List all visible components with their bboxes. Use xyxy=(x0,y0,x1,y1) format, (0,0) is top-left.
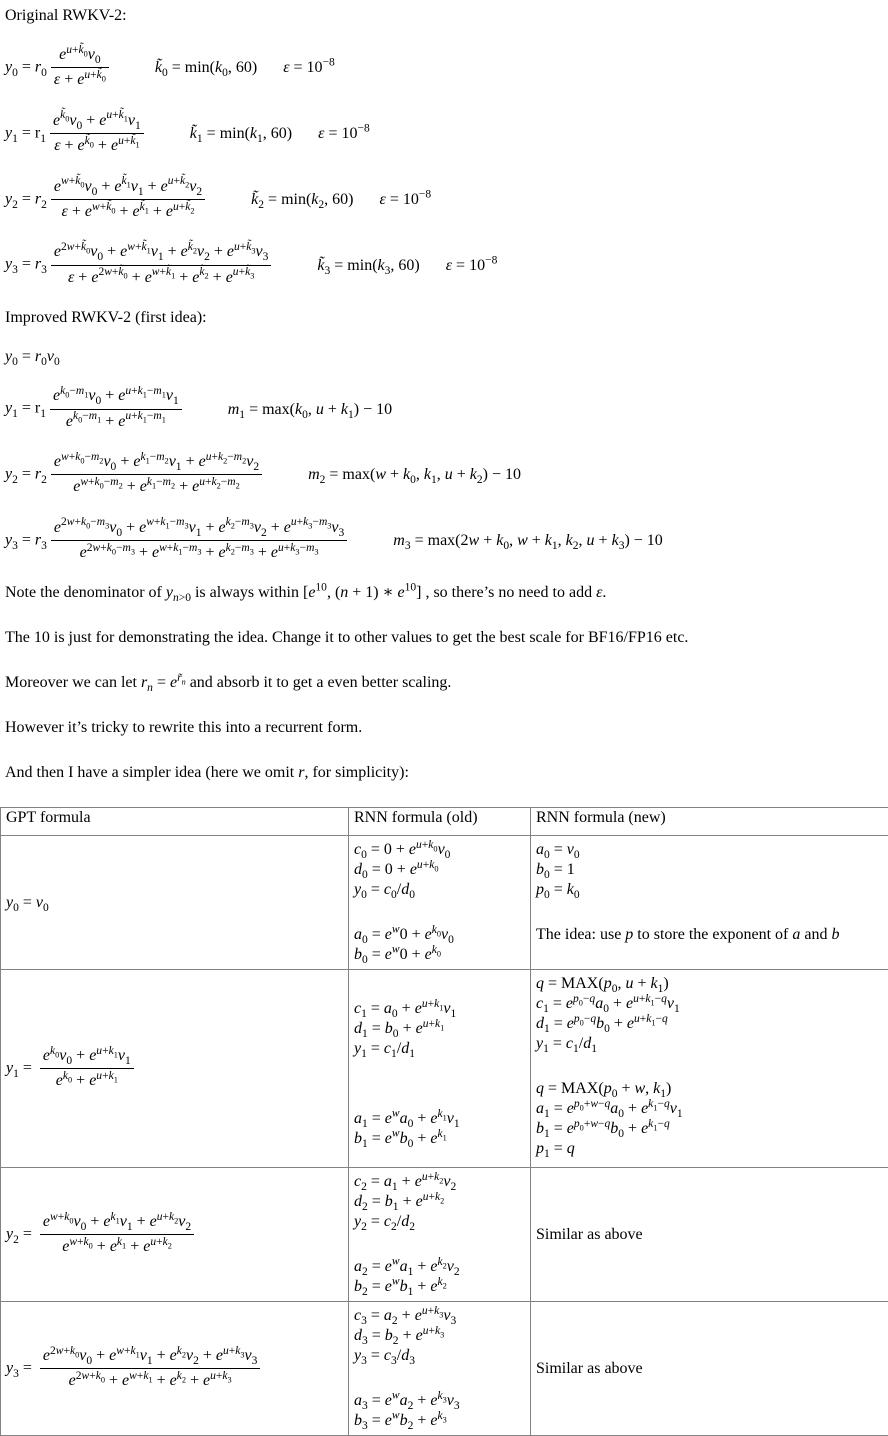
cell-rnn-formula-old xyxy=(349,1168,531,1302)
improved-formula-list xyxy=(0,346,888,564)
table-row xyxy=(1,1302,888,1436)
cell-rnn-formula-old xyxy=(349,836,531,970)
formula-text-line: $d_1 = b_0 + e^{u+k_1}$ xyxy=(354,1019,525,1039)
cell-gpt-formula xyxy=(1,970,349,1168)
formula-condition: $k̃_0 = \min(k_0$, 60) xyxy=(155,57,257,78)
blank-line xyxy=(536,1054,883,1079)
formula-text-line: $a_1 = e^wa_0 + e^{k_1}v_1$ xyxy=(354,1109,525,1129)
formula-text-line: $y_3$ = $\frac{e^{2w+k_0}v_0 + e^{w+k_1}v_1 + e^{k_2}v_2 + e^{u+k_3}v_3}{e^{2w+k_0} + e^{w+k_1} + e^{k_2} + e^{u+k_3}}$ xyxy=(6,1345,343,1393)
table-row xyxy=(1,970,888,1168)
cell-rnn-formula-new xyxy=(531,836,888,970)
header-rnn-formula-old: RNN formula (old) xyxy=(349,808,531,836)
formula-text-line: $c_2 = a_1 + e^{u+k_2}v_2$ xyxy=(354,1172,525,1192)
formula-expression: $y_1 = r_1$ $\frac{e^{k̃_0}v_0 + e^{u+k̃_1}v_1}{\varepsilon + e^{k̃_0} + e^{u+k̃_1}}$ xyxy=(5,110,148,158)
formula-text-line: $y_2$ = $\frac{e^{w+k_0}v_0 + e^{k_1}v_1 + e^{u+k_2}v_2}{e^{w+k_0} + e^{k_1} + e^{u+k_2}}$ xyxy=(6,1211,343,1259)
formula-condition: $k̃_3 = \min(k_3$, 60) xyxy=(317,255,419,276)
formula-text-line: $c_3 = a_2 + e^{u+k_3}v_3$ xyxy=(354,1306,525,1326)
note-paragraph: And then I have a simpler idea (here we omit r, for simplicity): xyxy=(5,762,888,783)
formula-text-line: $c_1 = a_0 + e^{u+k_1}v_1$ xyxy=(354,999,525,1019)
cell-gpt-formula xyxy=(1,836,349,970)
formula-row xyxy=(5,176,888,224)
formula-text-line: $q = MAX(p_0 + w$, $k_1$) xyxy=(536,1079,883,1099)
note-paragraph: Moreover we can let $r_n = e^{r̃_n}$ and absorb it to get a even better scaling. xyxy=(5,672,888,693)
formula-text-line: $d_2 = b_1 + e^{u+k_2}$ xyxy=(354,1192,525,1212)
note-paragraph: However it’s tricky to rewrite this into a recurrent form. xyxy=(5,717,888,738)
formula-text-line: $b_3 = e^wb_2 + e^{k_3}$ xyxy=(354,1411,525,1431)
formula-text-line: $y_1$ = $\frac{e^{k_0}v_0 + e^{u+k_1}v_1}{e^{k_0} + e^{u+k_1}}$ xyxy=(6,1045,343,1093)
formula-condition: $k̃_2 = \min(k_2$, 60) xyxy=(251,189,353,210)
cell-rnn-formula-old xyxy=(349,970,531,1168)
formula-row xyxy=(5,110,888,158)
formula-text-line: $y_3 = c_3/d_3$ xyxy=(354,1346,525,1366)
formula-text-line: $y_1 = c_1/d_1$ xyxy=(354,1039,525,1059)
formula-expression: $y_3 = r_3$ $\frac{e^{2w+k̃_0}v_0 + e^{w+k̃_1}v_1 + e^{k̃_2}v_2 + e^{u+k̃_3}v_3}{\varepsilon + e^{2w+k̃_0} + e^{w+k̃_1} + e^{k̃_2} + e^{u+k̃_3}}$ xyxy=(5,241,275,289)
formula-row xyxy=(5,451,888,499)
cell-rnn-formula-new xyxy=(531,970,888,1168)
blank-line xyxy=(354,900,525,925)
note-paragraph: The 10 is just for demonstrating the idea. Change it to other values to get the best scale for BF16/FP16 etc. xyxy=(5,627,888,648)
blank-line xyxy=(354,1366,525,1391)
formula-expression: $y_2 = r_2$ $\frac{e^{w+k_0-m_2}v_0 + e^{k_1-m_2}v_1 + e^{u+k_2-m_2}v_2}{e^{w+k_0-m_2} + e^{k_1-m_2} + e^{u+k_2-m_2}}$ xyxy=(5,451,266,499)
comparison-table xyxy=(0,807,888,1436)
note-paragraph: Note the denominator of $y_{n>0}$ is always within [$e^{10}$, (n + 1) ∗ $e^{10}$] , so there’s no need to add ε. xyxy=(5,582,888,603)
cell-rnn-formula-old xyxy=(349,1302,531,1436)
formula-row xyxy=(5,241,888,289)
formula-condition: $m_1 = \max(k_0$, $u + k_1) - 10$ xyxy=(228,399,392,420)
cell-gpt-formula xyxy=(1,1168,349,1302)
formula-text-line: $b_1 = e^wb_0 + e^{k_1}$ xyxy=(354,1129,525,1149)
blank-line xyxy=(354,974,525,999)
blank-line xyxy=(354,1059,525,1084)
formula-epsilon: $\varepsilon = 10^{-8}$ xyxy=(380,189,432,210)
formula-text-line: $c_0 = 0 + e^{u+k_0}v_0$ xyxy=(354,840,525,860)
formula-text-line: $d_3 = b_2 + e^{u+k_3}$ xyxy=(354,1326,525,1346)
formula-text-line: $b_2 = e^wb_1 + e^{k_2}$ xyxy=(354,1277,525,1297)
cell-gpt-formula xyxy=(1,1302,349,1436)
formula-row xyxy=(5,517,888,565)
formula-row xyxy=(5,385,888,433)
formula-expression: $y_0 = r_0$ $\frac{e^{u+k̃_0}v_0}{\varepsilon + e^{u+k̃_0}}$ xyxy=(5,44,113,92)
blank-line xyxy=(536,900,883,925)
formula-text-line: $p_1 = q$ xyxy=(536,1139,883,1159)
formula-expression: $y_1 = r_1$ $\frac{e^{k_0-m_1}v_0 + e^{u+k_1-m_1}v_1}{e^{k_0-m_1} + e^{u+k_1-m_1}}$ xyxy=(5,385,186,433)
formula-text-line: $p_0 = k_0$ xyxy=(536,880,883,900)
notes-section xyxy=(0,582,888,783)
formula-text-line: $d_1 = e^{p_0-q}b_0 + e^{u+k_1-q}$ xyxy=(536,1014,883,1034)
heading-improved-rwkv2: Improved RWKV-2 (first idea): xyxy=(5,307,888,328)
formula-text-line: The idea: use p to store the exponent of a and b xyxy=(536,925,883,945)
formula-text-line: $b_1 = e^{p_0+w-q}b_0 + e^{k_1-q}$ xyxy=(536,1119,883,1139)
formula-row xyxy=(5,44,888,92)
formula-epsilon: $\varepsilon = 10^{-8}$ xyxy=(446,255,498,276)
formula-expression: $y_3 = r_3$ $\frac{e^{2w+k_0-m_3}v_0 + e^{w+k_1-m_3}v_1 + e^{k_2-m_3}v_2 + e^{u+k_3-m_3}v_3}{e^{2w+k_0-m_3} + e^{w+k_1-m_3} + e^{k_2-m_3} + e^{u+k_3-m_3}}$ xyxy=(5,517,351,565)
formula-expression: $y_2 = r_2$ $\frac{e^{w+k̃_0}v_0 + e^{k̃_1}v_1 + e^{u+k̃_2}v_2}{\varepsilon + e^{w+k̃_0} + e^{k̃_1} + e^{u+k̃_2}}$ xyxy=(5,176,209,224)
table-row xyxy=(1,1168,888,1302)
table-body xyxy=(1,836,888,1436)
formula-text-line: $a_0 = v_0$ xyxy=(536,840,883,860)
formula-text-line: Similar as above xyxy=(536,1225,883,1245)
formula-condition: $k̃_1 = \min(k_1$, 60) xyxy=(190,123,292,144)
formula-text-line: $b_0 = 1$ xyxy=(536,860,883,880)
heading-original-rwkv2: Original RWKV-2: xyxy=(5,5,888,26)
blank-line xyxy=(354,1084,525,1109)
cell-rnn-formula-new xyxy=(531,1302,888,1436)
formula-text-line: $c_1 = e^{p_0-q}a_0 + e^{u+k_1-q}v_1$ xyxy=(536,994,883,1014)
formula-epsilon: $\varepsilon = 10^{-8}$ xyxy=(283,57,335,78)
formula-text-line: $y_2 = c_2/d_2$ xyxy=(354,1212,525,1232)
formula-text-line: Similar as above xyxy=(536,1359,883,1379)
formula-text-line: $y_0 = v_0$ xyxy=(6,894,343,912)
formula-text-line: $b_0 = e^w0 + e^{k_0}$ xyxy=(354,945,525,965)
header-rnn-formula-new: RNN formula (new) xyxy=(531,808,888,836)
formula-text-line: $a_3 = e^wa_2 + e^{k_3}v_3$ xyxy=(354,1391,525,1411)
formula-text-line: $a_1 = e^{p_0+w-q}a_0 + e^{k_1-q}v_1$ xyxy=(536,1099,883,1119)
header-gpt-formula: GPT formula xyxy=(1,808,349,836)
formula-row xyxy=(5,346,888,367)
formula-text-line: $y_0 = c_0/d_0$ xyxy=(354,880,525,900)
formula-text-line: $y_1 = c_1/d_1$ xyxy=(536,1034,883,1054)
formula-text-line: $q = MAX(p_0$, $u + k_1$) xyxy=(536,974,883,994)
formula-epsilon: $\varepsilon = 10^{-8}$ xyxy=(318,123,370,144)
formula-text-line: $a_0 = e^w0 + e^{k_0}v_0$ xyxy=(354,925,525,945)
formula-condition: $m_2 = \max(w + k_0$, $k_1$, $u + k_2) - 10$ xyxy=(308,464,521,485)
blank-line xyxy=(354,1232,525,1257)
formula-text-line: $d_0 = 0 + e^{u+k_0}$ xyxy=(354,860,525,880)
table-row xyxy=(1,836,888,970)
formula-expression: $y_0 = r_0v_0$ xyxy=(5,346,60,367)
cell-rnn-formula-new xyxy=(531,1168,888,1302)
table-header-row xyxy=(1,808,888,836)
original-formula-list xyxy=(0,44,888,289)
formula-text-line: $a_2 = e^wa_1 + e^{k_2}v_2$ xyxy=(354,1257,525,1277)
formula-condition: $m_3 = \max(2w + k_0$, $w + k_1$, $k_2$, $u + k_3) - 10$ xyxy=(393,530,663,551)
